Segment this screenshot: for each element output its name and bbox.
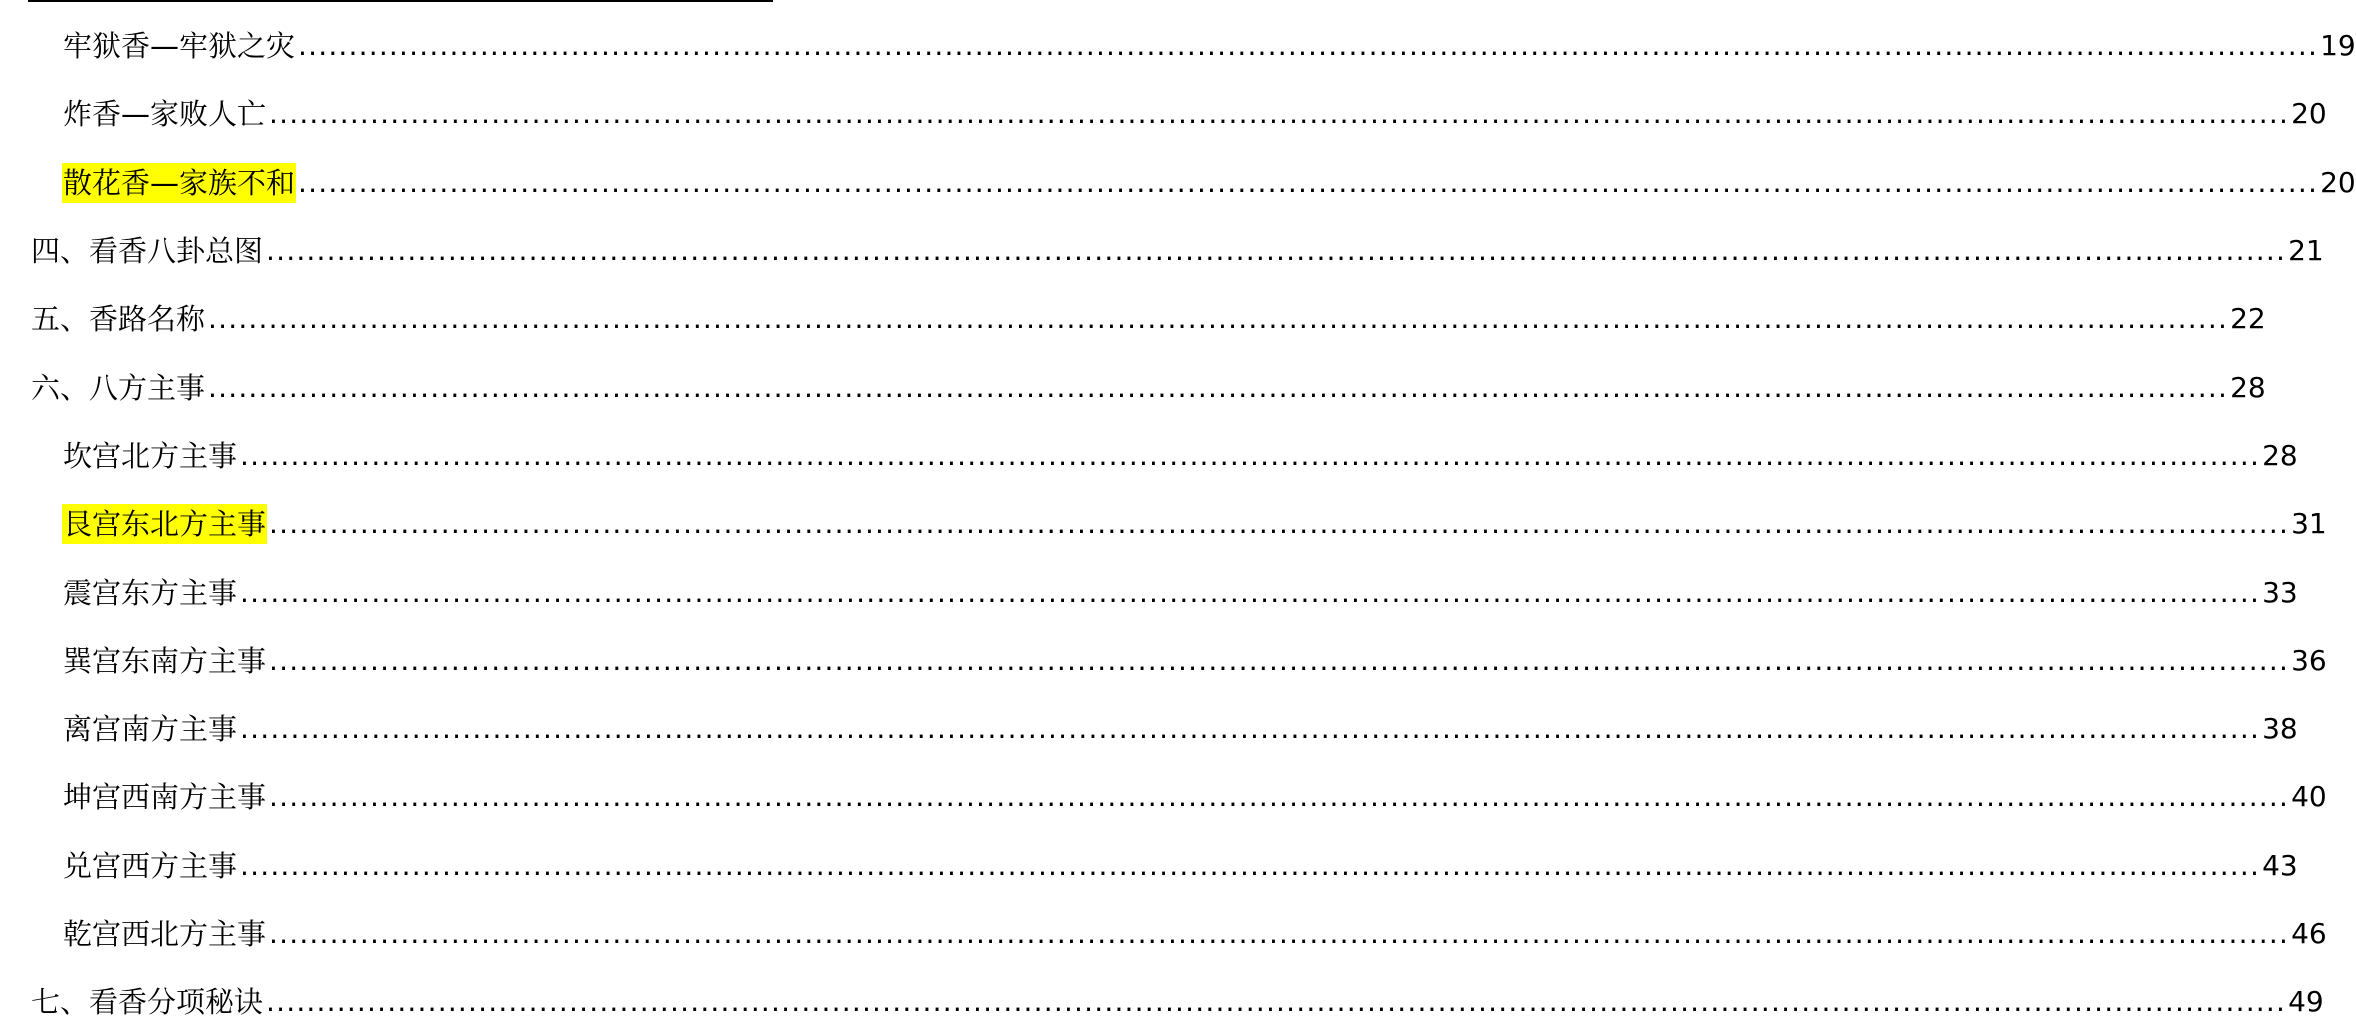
toc-entry-page-number[interactable]: 40 bbox=[2291, 780, 2327, 814]
toc-entry-title[interactable]: 炸香—家败人亡 bbox=[63, 97, 267, 132]
toc-entry-page-number[interactable]: 28 bbox=[2230, 370, 2266, 404]
toc-entry-title[interactable]: 坎宫北方主事 bbox=[63, 438, 238, 473]
toc-entry[interactable] bbox=[0, 422, 2298, 490]
toc-entry[interactable] bbox=[0, 217, 2324, 285]
toc-entry-title-highlighted[interactable]: 艮宫东北方主事 bbox=[62, 504, 267, 544]
toc-entry[interactable] bbox=[0, 353, 2266, 421]
dot-leader: ........................................................................................................................................................................................................ bbox=[240, 712, 2261, 746]
toc-entry[interactable] bbox=[0, 80, 2327, 148]
toc-entry-page-number[interactable]: 28 bbox=[2262, 438, 2298, 472]
toc-entry[interactable] bbox=[0, 968, 2324, 1036]
toc-entry-title[interactable]: 兑宫西方主事 bbox=[63, 848, 238, 883]
dot-leader: ........................................................................................................................................................................................................ bbox=[240, 575, 2261, 609]
dot-leader: ........................................................................................................................................................................................................ bbox=[269, 507, 2290, 541]
toc-entry-page-number[interactable]: 31 bbox=[2291, 507, 2327, 541]
dot-leader: ........................................................................................................................................................................................................ bbox=[269, 97, 2290, 131]
dot-leader: ........................................................................................................................................................................................................ bbox=[269, 780, 2290, 814]
toc-entry-page-number[interactable]: 20 bbox=[2320, 165, 2356, 199]
dot-leader: ........................................................................................................................................................................................................ bbox=[269, 643, 2290, 677]
toc-entry-title[interactable]: 牢狱香—牢狱之灾 bbox=[63, 29, 296, 64]
toc-entry-title[interactable]: 震宫东方主事 bbox=[63, 575, 238, 610]
toc-entry-page-number[interactable]: 49 bbox=[2288, 985, 2324, 1019]
table-of-contents bbox=[0, 12, 2356, 1036]
toc-entry-title[interactable]: 乾宫西北方主事 bbox=[63, 917, 267, 951]
toc-entry[interactable] bbox=[0, 763, 2327, 831]
toc-entry-page-number[interactable]: 46 bbox=[2291, 917, 2327, 950]
dot-leader: ........................................................................................................................................................................................................ bbox=[266, 234, 2287, 268]
dot-leader: ........................................................................................................................................................................................................ bbox=[266, 985, 2287, 1019]
toc-entry-title[interactable]: 四、看香八卦总图 bbox=[31, 234, 264, 269]
toc-entry-title[interactable]: 七、看香分项秘诀 bbox=[31, 985, 264, 1020]
dot-leader: ........................................................................................................................................................................................................ bbox=[298, 165, 2319, 199]
toc-entry-title[interactable]: 六、八方主事 bbox=[31, 370, 206, 405]
toc-entry[interactable] bbox=[0, 558, 2298, 626]
dot-leader: ........................................................................................................................................................................................................ bbox=[298, 29, 2319, 63]
dot-leader: ........................................................................................................................................................................................................ bbox=[269, 917, 2290, 950]
toc-entry[interactable] bbox=[0, 832, 2298, 900]
dot-leader: ........................................................................................................................................................................................................ bbox=[240, 438, 2261, 472]
toc-entry-page-number[interactable]: 33 bbox=[2262, 575, 2298, 609]
toc-entry-title[interactable]: 五、香路名称 bbox=[31, 302, 206, 337]
toc-entry-page-number[interactable]: 38 bbox=[2262, 712, 2298, 746]
toc-entry[interactable] bbox=[0, 490, 2327, 558]
toc-entry-title[interactable]: 坤宫西南方主事 bbox=[63, 780, 267, 815]
dot-leader: ........................................................................................................................................................................................................ bbox=[240, 848, 2261, 882]
toc-entry-title-highlighted[interactable]: 散花香—家族不和 bbox=[62, 163, 296, 203]
toc-entry[interactable] bbox=[0, 627, 2327, 695]
toc-entry-title[interactable]: 离宫南方主事 bbox=[63, 712, 238, 747]
toc-entry[interactable] bbox=[0, 695, 2298, 763]
toc-entry[interactable] bbox=[0, 12, 2356, 80]
toc-entry[interactable] bbox=[0, 900, 2327, 968]
toc-entry-page-number[interactable]: 20 bbox=[2291, 97, 2327, 131]
dot-leader: ........................................................................................................................................................................................................ bbox=[208, 302, 2229, 336]
dot-leader: ........................................................................................................................................................................................................ bbox=[208, 370, 2229, 404]
toc-entry[interactable] bbox=[0, 149, 2356, 217]
toc-entry-page-number[interactable]: 19 bbox=[2320, 29, 2356, 63]
toc-entry-page-number[interactable]: 36 bbox=[2291, 643, 2327, 677]
toc-entry-page-number[interactable]: 43 bbox=[2262, 848, 2298, 882]
top-rule bbox=[28, 0, 773, 2]
toc-entry[interactable] bbox=[0, 285, 2266, 353]
toc-entry-title[interactable]: 巽宫东南方主事 bbox=[63, 643, 267, 678]
toc-entry-page-number[interactable]: 21 bbox=[2288, 234, 2324, 268]
toc-entry-page-number[interactable]: 22 bbox=[2230, 302, 2266, 336]
